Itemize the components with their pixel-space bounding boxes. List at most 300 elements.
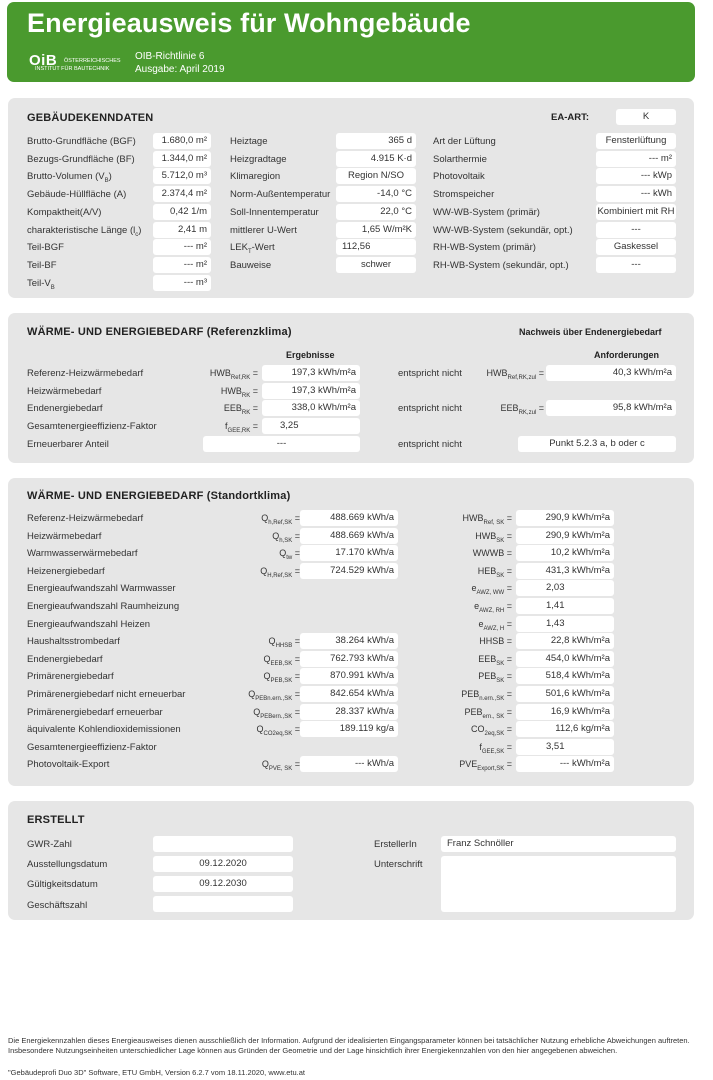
- label-text: Norm-Außentemperatur: [230, 189, 331, 201]
- symbol-base: HWB: [220, 385, 242, 396]
- specific-symbol: [471, 583, 512, 596]
- site-climate-panel: [8, 478, 694, 786]
- label-text: Stromspeicher: [433, 189, 495, 201]
- label-subscript: T: [247, 249, 252, 256]
- symbol-base: HWB: [209, 368, 231, 378]
- requirement-symbol: [501, 403, 544, 416]
- climate-param-value: 112,56: [336, 239, 416, 255]
- symbol-base: Q: [268, 636, 276, 647]
- equals-sign: =: [250, 368, 258, 378]
- climate-param-value: -14,0 °C: [336, 186, 416, 202]
- symbol-base: HEB: [477, 565, 497, 576]
- equals-sign: =: [250, 403, 258, 414]
- specific-value: 1,41: [516, 598, 614, 614]
- requirement-value: Punkt 5.2.3 a, b oder c: [518, 436, 676, 452]
- label-text: charakteristische Länge (l: [27, 224, 136, 236]
- symbol-subscript: Ref,RK: [230, 374, 251, 381]
- symbol-subscript: PEB,SK: [270, 678, 293, 685]
- guideline-label: OIB-Richtlinie 6: [135, 51, 205, 62]
- specific-value: 454,0 kWh/m²a: [516, 651, 614, 667]
- equals-sign: =: [536, 403, 544, 414]
- climate-param-value: 22,0 °C: [336, 204, 416, 220]
- label-subscript: B: [104, 178, 109, 185]
- equals-sign: =: [292, 689, 300, 699]
- label-text: Heiztage: [230, 136, 268, 147]
- requirement-value: 40,3 kWh/m²a: [546, 365, 676, 381]
- symbol-base: e: [474, 601, 480, 611]
- site-demand-label: Gesamtenergieeffizienz-Faktor: [27, 741, 157, 753]
- label-text: mittlerer U-Wert: [230, 224, 297, 236]
- ea-art-label: EA-ART:: [551, 112, 589, 123]
- climate-param-value: Region N/SO: [336, 168, 416, 184]
- site-demand-label: Energieaufwandszahl Heizen: [27, 618, 151, 630]
- symbol-subscript: GEE,RK: [227, 427, 251, 434]
- equals-sign: =: [292, 671, 300, 682]
- symbol-base: Q: [272, 530, 280, 541]
- equals-sign: =: [504, 565, 512, 576]
- symbol-subscript: h,Ref,SK: [268, 519, 293, 526]
- oib-logo: [29, 52, 121, 72]
- gueltig-field: 09.12.2030: [153, 876, 293, 892]
- specific-symbol: [478, 654, 512, 667]
- symbol-subscript: GEE,SK: [481, 748, 505, 755]
- site-demand-label: Primärenergiebedarf: [27, 671, 114, 683]
- label-text: Teil-V: [27, 277, 51, 289]
- system-param-label: [433, 171, 485, 182]
- system-param-label: [433, 189, 494, 200]
- symbol-base: f: [225, 421, 228, 432]
- building-param-value: --- m²: [153, 239, 211, 255]
- gwr-label: GWR-Zahl: [27, 839, 72, 850]
- result-value: 197,3 kWh/m²a: [262, 365, 360, 381]
- label-text: Solarthermie: [433, 153, 487, 165]
- absolute-value: 28.337 kWh/a: [300, 704, 398, 720]
- specific-value: 16,9 kWh/m²a: [516, 704, 614, 720]
- climate-param-label: [230, 136, 268, 147]
- symbol-subscript: SK: [496, 660, 505, 667]
- building-param-value: 2,41 m: [153, 222, 211, 238]
- energy-demand-label: Erneuerbarer Anteil: [27, 438, 109, 450]
- specific-value: --- kWh/m²a: [516, 756, 614, 772]
- absolute-value: 17.170 kWh/a: [300, 545, 398, 561]
- result-value: ---: [203, 436, 360, 452]
- specific-symbol: [461, 689, 512, 702]
- geschaeft-label: Geschäftszahl: [27, 900, 88, 911]
- symbol-subscript: HHSB: [275, 642, 293, 649]
- climate-param-label: [230, 225, 297, 236]
- building-param-label: [27, 260, 57, 271]
- building-param-label: [27, 242, 64, 253]
- energy-demand-label: Referenz-Heizwärmebedarf: [27, 368, 144, 379]
- equals-sign: =: [250, 385, 258, 396]
- label-text: WW-WB-System (sekundär, opt.): [433, 224, 573, 236]
- symbol-base: Q: [263, 671, 271, 682]
- building-data-panel: [8, 98, 694, 298]
- system-param-label: [433, 207, 540, 218]
- symbol-subscript: SK: [496, 678, 505, 685]
- disclaimer-line1: Die Energiekennzahlen dieses Energieausweises dienen ausschließlich der Information. Aufgrund der idealisierten Eingangsparameter können bei tatsächlicher Nutzung erhebliche Abweichungen auftreten.: [8, 1036, 690, 1045]
- specific-symbol: [465, 707, 512, 720]
- ea-art-field: K: [616, 109, 676, 125]
- climate-param-value: 4.915 K·d: [336, 151, 416, 167]
- equals-sign: =: [292, 513, 300, 523]
- symbol-base: PVE: [459, 759, 478, 770]
- symbol-subscript: PEBern.,SK: [260, 713, 293, 720]
- label-text: Art der Lüftung: [433, 136, 496, 147]
- specific-symbol: [478, 566, 512, 579]
- symbol-subscript: SK: [496, 572, 505, 579]
- site-demand-label: Energieaufwandszahl Raumheizung: [27, 601, 180, 612]
- system-param-value: Kombiniert mit RH: [596, 204, 676, 220]
- symbol-base: EEB: [500, 403, 519, 414]
- site-demand-label: Energieaufwandszahl Warmwasser: [27, 583, 176, 595]
- label-text: Brutto-Volumen (V: [27, 171, 105, 183]
- label-text: Brutto-Grundfläche (BGF): [27, 136, 136, 147]
- label-text: Kompaktheit(A/V): [27, 206, 102, 218]
- specific-value: 1,43: [516, 616, 614, 632]
- geschaeft-field: [153, 896, 293, 912]
- label-subscript: B: [50, 284, 55, 291]
- formula-symbol: [224, 403, 258, 416]
- page-title: Energieausweis für Wohngebäude: [27, 8, 471, 38]
- absolute-value: 189.119 kg/a: [300, 721, 398, 737]
- specific-value: 290,9 kWh/m²a: [516, 510, 614, 526]
- climate-param-label: [230, 260, 271, 271]
- building-param-label: [27, 189, 126, 200]
- symbol-base: HWB: [462, 513, 484, 523]
- equals-sign: =: [504, 513, 512, 523]
- label-text: Bauweise: [230, 259, 272, 271]
- nachweis-label: Nachweis über Endenergiebedarf: [519, 327, 662, 337]
- equals-sign: =: [504, 548, 512, 559]
- signature-field: [441, 856, 676, 912]
- label-text: Soll-Innentemperatur: [230, 206, 319, 218]
- label-text: Teil-BF: [27, 259, 57, 271]
- equals-sign: =: [504, 618, 512, 629]
- ausstellung-label: Ausstellungsdatum: [27, 859, 108, 870]
- symbol-base: HHSB: [479, 636, 505, 647]
- building-param-value: 1.344,0 m²: [153, 151, 211, 167]
- symbol-subscript: AWZ, WW: [476, 590, 505, 597]
- specific-value: 22,8 kWh/m²a: [516, 633, 614, 649]
- equals-sign: =: [504, 741, 512, 752]
- specific-symbol: [459, 759, 512, 772]
- energy-demand-label: Heizwärmebedarf: [27, 385, 102, 397]
- label-subscript: c: [135, 231, 139, 238]
- absolute-value: 38.264 kWh/a: [300, 633, 398, 649]
- building-param-label: [27, 136, 136, 147]
- section-title: WÄRME- UND ENERGIEBEDARF (Referenzklima): [27, 326, 292, 338]
- symbol-base: HWB: [475, 530, 497, 541]
- system-param-label: [433, 136, 496, 147]
- label-text: WW-WB-System (primär): [433, 206, 540, 218]
- energy-demand-label: Gesamtenergieeffizienz-Faktor: [27, 421, 157, 433]
- formula-symbol: [225, 421, 258, 434]
- equals-sign: =: [292, 759, 300, 770]
- result-value: 338,0 kWh/m²a: [262, 400, 360, 416]
- building-param-label: [27, 154, 135, 165]
- symbol-subscript: H,Ref,SK: [267, 572, 293, 579]
- climate-param-value: schwer: [336, 257, 416, 273]
- page-header: [7, 2, 695, 82]
- absolute-symbol: [264, 654, 300, 667]
- equals-sign: =: [504, 583, 512, 594]
- gwr-field: [153, 836, 293, 852]
- specific-value: 290,9 kWh/m²a: [516, 528, 614, 544]
- specific-value: 518,4 kWh/m²a: [516, 668, 614, 684]
- symbol-base: Q: [253, 706, 261, 717]
- anforderungen-header: Anforderungen: [594, 350, 659, 360]
- equals-sign: =: [292, 653, 300, 664]
- climate-param-label: [230, 154, 287, 165]
- specific-symbol: [474, 601, 512, 614]
- building-param-label: [27, 225, 141, 238]
- system-param-value: ---: [596, 257, 676, 273]
- edition-label: Ausgabe: April 2019: [135, 64, 225, 75]
- equals-sign: =: [536, 368, 544, 378]
- absolute-value: 488.669 kWh/a: [300, 510, 398, 526]
- software-info: "Gebäudeprofi Duo 3D" Software, ETU GmbH, Version 6.2.7 vom 18.11.2020, www.etu.at: [8, 1068, 306, 1077]
- symbol-base: Q: [261, 513, 269, 523]
- symbol-subscript: PEBn.ern.,SK: [255, 695, 293, 702]
- equals-sign: =: [504, 759, 512, 770]
- building-param-label: [27, 207, 101, 218]
- equals-sign: =: [292, 724, 300, 735]
- ersteller-label: ErstellerIn: [374, 839, 417, 850]
- building-param-label: [27, 278, 55, 291]
- system-param-value: Gaskessel: [596, 239, 676, 255]
- absolute-value: 870.991 kWh/a: [300, 668, 398, 684]
- symbol-base: Q: [279, 548, 287, 559]
- absolute-symbol: [261, 513, 300, 526]
- symbol-base: f: [479, 741, 482, 752]
- section-title: GEBÄUDEKENNDATEN: [27, 112, 154, 124]
- specific-symbol: [475, 531, 512, 544]
- absolute-symbol: [257, 724, 300, 737]
- building-param-value: --- m²: [153, 257, 211, 273]
- symbol-base: EEB: [478, 653, 497, 664]
- specific-symbol: [471, 724, 512, 737]
- symbol-base: e: [471, 583, 477, 594]
- absolute-symbol: [260, 566, 300, 579]
- building-param-label: [27, 171, 112, 184]
- gueltig-label: Gültigkeitsdatum: [27, 879, 98, 890]
- equals-sign: =: [504, 724, 512, 735]
- system-param-label: [433, 225, 573, 236]
- label-text: LEK: [230, 242, 248, 254]
- specific-value: 10,2 kWh/m²a: [516, 545, 614, 561]
- site-demand-label: Primärenergiebedarf erneuerbar: [27, 706, 163, 718]
- system-param-label: [433, 242, 536, 253]
- symbol-subscript: 2eq,SK: [484, 730, 505, 737]
- site-demand-label: Endenergiebedarf: [27, 653, 103, 665]
- symbol-subscript: RK: [241, 392, 251, 399]
- climate-param-label: [230, 242, 275, 255]
- compliance-status: entspricht nicht: [398, 368, 462, 379]
- symbol-base: EEB: [223, 403, 242, 414]
- climate-param-label: [230, 171, 280, 182]
- reference-climate-panel: [8, 313, 694, 463]
- absolute-symbol: [262, 759, 300, 772]
- formula-symbol: [221, 386, 258, 399]
- equals-sign: =: [292, 530, 300, 541]
- compliance-status: entspricht nicht: [398, 438, 462, 450]
- specific-value: 2,03: [516, 580, 614, 596]
- label-text: Bezugs-Grundfläche (BF): [27, 153, 135, 165]
- label-text: RH-WB-System (sekundär, opt.): [433, 259, 569, 271]
- symbol-subscript: AWZ, RH: [479, 607, 505, 614]
- result-value: 197,3 kWh/m²a: [262, 383, 360, 399]
- building-param-value: 2.374,4 m²: [153, 186, 211, 202]
- absolute-symbol: [272, 531, 300, 544]
- symbol-base: Q: [261, 759, 269, 770]
- oib-logo-line2: INSTITUT FÜR BAUTECHNIK: [35, 66, 110, 72]
- compliance-status: entspricht nicht: [398, 403, 462, 415]
- symbol-base: HWB: [486, 368, 508, 378]
- equals-sign: =: [504, 636, 512, 647]
- symbol-base: Q: [263, 653, 271, 664]
- climate-param-value: 365 d: [336, 133, 416, 149]
- label-text: Klimaregion: [230, 171, 281, 183]
- symbol-subscript: RK,zul: [518, 410, 537, 417]
- symbol-subscript: Ref, SK: [483, 519, 505, 526]
- symbol-base: Q: [256, 724, 264, 735]
- unterschrift-label: Unterschrift: [374, 859, 423, 870]
- system-param-label: [433, 260, 569, 271]
- building-param-value: --- m³: [153, 275, 211, 291]
- symbol-subscript: h,SK: [279, 537, 293, 544]
- site-demand-label: Photovoltaik-Export: [27, 759, 110, 771]
- site-demand-label: Heizenergiebedarf: [27, 565, 105, 577]
- requirement-value: 95,8 kWh/m²a: [546, 400, 676, 416]
- symbol-subscript: RK: [241, 410, 251, 417]
- equals-sign: =: [292, 565, 300, 576]
- building-param-value: 0,42 1/m: [153, 204, 211, 220]
- site-demand-label: Heizwärmebedarf: [27, 530, 102, 542]
- building-param-value: 5.712,0 m³: [153, 168, 211, 184]
- climate-param-label: [230, 189, 330, 200]
- symbol-base: Q: [260, 565, 268, 576]
- ausstellung-field: 09.12.2020: [153, 856, 293, 872]
- oib-logo-line1: ÖSTERREICHISCHES: [64, 58, 121, 64]
- system-param-value: Fensterlüftung: [596, 133, 676, 149]
- symbol-subscript: Export,SK: [477, 766, 505, 773]
- symbol-subscript: SK: [496, 537, 505, 544]
- label-end: ): [138, 224, 142, 236]
- system-param-value: --- kWh: [596, 186, 676, 202]
- formula-symbol: [210, 368, 258, 381]
- equals-sign: =: [292, 706, 300, 717]
- label-end: ): [108, 171, 112, 183]
- specific-symbol: [478, 619, 512, 632]
- absolute-symbol: [279, 548, 300, 561]
- ersteller-field: Franz Schnöller: [441, 836, 676, 852]
- equals-sign: =: [292, 548, 300, 559]
- symbol-subscript: PVE, SK: [268, 766, 293, 773]
- symbol-subscript: EEB,SK: [270, 660, 293, 667]
- label-text: RH-WB-System (primär): [433, 242, 536, 254]
- symbol-subscript: tw: [286, 554, 293, 561]
- equals-sign: =: [504, 530, 512, 541]
- label-text: Gebäude-Hüllfläche (A): [27, 189, 127, 201]
- created-panel: [8, 801, 694, 920]
- label-text: Photovoltaik: [433, 171, 485, 183]
- ergebnisse-header: Ergebnisse: [286, 350, 335, 360]
- label-text: Heizgradtage: [230, 153, 287, 165]
- specific-value: 3,51: [516, 739, 614, 755]
- absolute-symbol: [253, 707, 300, 720]
- specific-value: 501,6 kWh/m²a: [516, 686, 614, 702]
- site-demand-label: Warmwasserwärmebedarf: [27, 548, 138, 560]
- oib-logo-mark: OiB: [29, 52, 58, 69]
- specific-symbol: [473, 548, 512, 561]
- energy-demand-label: Endenergiebedarf: [27, 403, 103, 415]
- symbol-base: e: [478, 618, 484, 629]
- symbol-base: WWWB: [472, 548, 505, 559]
- site-demand-label: äquivalente Kohlendioxidemissionen: [27, 724, 181, 736]
- equals-sign: =: [504, 706, 512, 717]
- building-param-value: 1.680,0 m²: [153, 133, 211, 149]
- system-param-value: --- m²: [596, 151, 676, 167]
- equals-sign: =: [504, 671, 512, 682]
- absolute-symbol: [269, 636, 300, 649]
- absolute-value: 842.654 kWh/a: [300, 686, 398, 702]
- equals-sign: =: [504, 653, 512, 664]
- specific-value: 431,3 kWh/m²a: [516, 563, 614, 579]
- symbol-base: CO: [471, 724, 485, 735]
- specific-symbol: [479, 636, 512, 649]
- absolute-value: 724.529 kWh/a: [300, 563, 398, 579]
- equals-sign: =: [250, 421, 258, 432]
- absolute-value: --- kWh/a: [300, 756, 398, 772]
- specific-symbol: [463, 513, 512, 526]
- symbol-subscript: ern., SK: [482, 713, 505, 720]
- absolute-symbol: [264, 671, 300, 684]
- symbol-base: PEB: [461, 689, 480, 699]
- system-param-value: --- kWp: [596, 168, 676, 184]
- symbol-base: PEB: [464, 706, 483, 717]
- site-demand-label: Primärenergiebedarf nicht erneuerbar: [27, 689, 186, 700]
- climate-param-label: [230, 207, 319, 218]
- climate-param-value: 1,65 W/m²K: [336, 222, 416, 238]
- label-text: Teil-BGF: [27, 242, 64, 254]
- system-param-value: ---: [596, 222, 676, 238]
- symbol-subscript: CO2eq,SK: [263, 730, 293, 737]
- symbol-base: Q: [248, 689, 256, 699]
- label-end: -Wert: [251, 242, 275, 254]
- site-demand-label: Haushaltsstrombedarf: [27, 636, 120, 648]
- result-value: 3,25: [262, 418, 360, 434]
- absolute-value: 488.669 kWh/a: [300, 528, 398, 544]
- specific-symbol: [478, 671, 512, 684]
- specific-value: 112,6 kg/m²a: [516, 721, 614, 737]
- symbol-subscript: n.ern.,SK: [479, 695, 505, 702]
- equals-sign: =: [504, 601, 512, 611]
- absolute-value: 762.793 kWh/a: [300, 651, 398, 667]
- section-title: WÄRME- UND ENERGIEBEDARF (Standortklima): [27, 490, 291, 502]
- equals-sign: =: [504, 689, 512, 699]
- site-demand-label: Referenz-Heizwärmebedarf: [27, 513, 144, 524]
- disclaimer-line2: Insbesondere Nutzungseinheiten unterschiedlicher Lage können aus Gründen der Geometrie und der Lage hinsichtlich ihrer Energiekennzahlen von den hier angegebenen abweichen.: [8, 1046, 618, 1055]
- specific-symbol: [479, 742, 512, 755]
- symbol-base: PEB: [478, 671, 497, 682]
- symbol-subscript: AWZ, H: [483, 625, 505, 632]
- symbol-subscript: Ref,RK,zul: [507, 374, 537, 381]
- equals-sign: =: [292, 636, 300, 647]
- absolute-symbol: [248, 689, 300, 702]
- section-title: ERSTELLT: [27, 814, 85, 826]
- requirement-symbol: [487, 368, 544, 381]
